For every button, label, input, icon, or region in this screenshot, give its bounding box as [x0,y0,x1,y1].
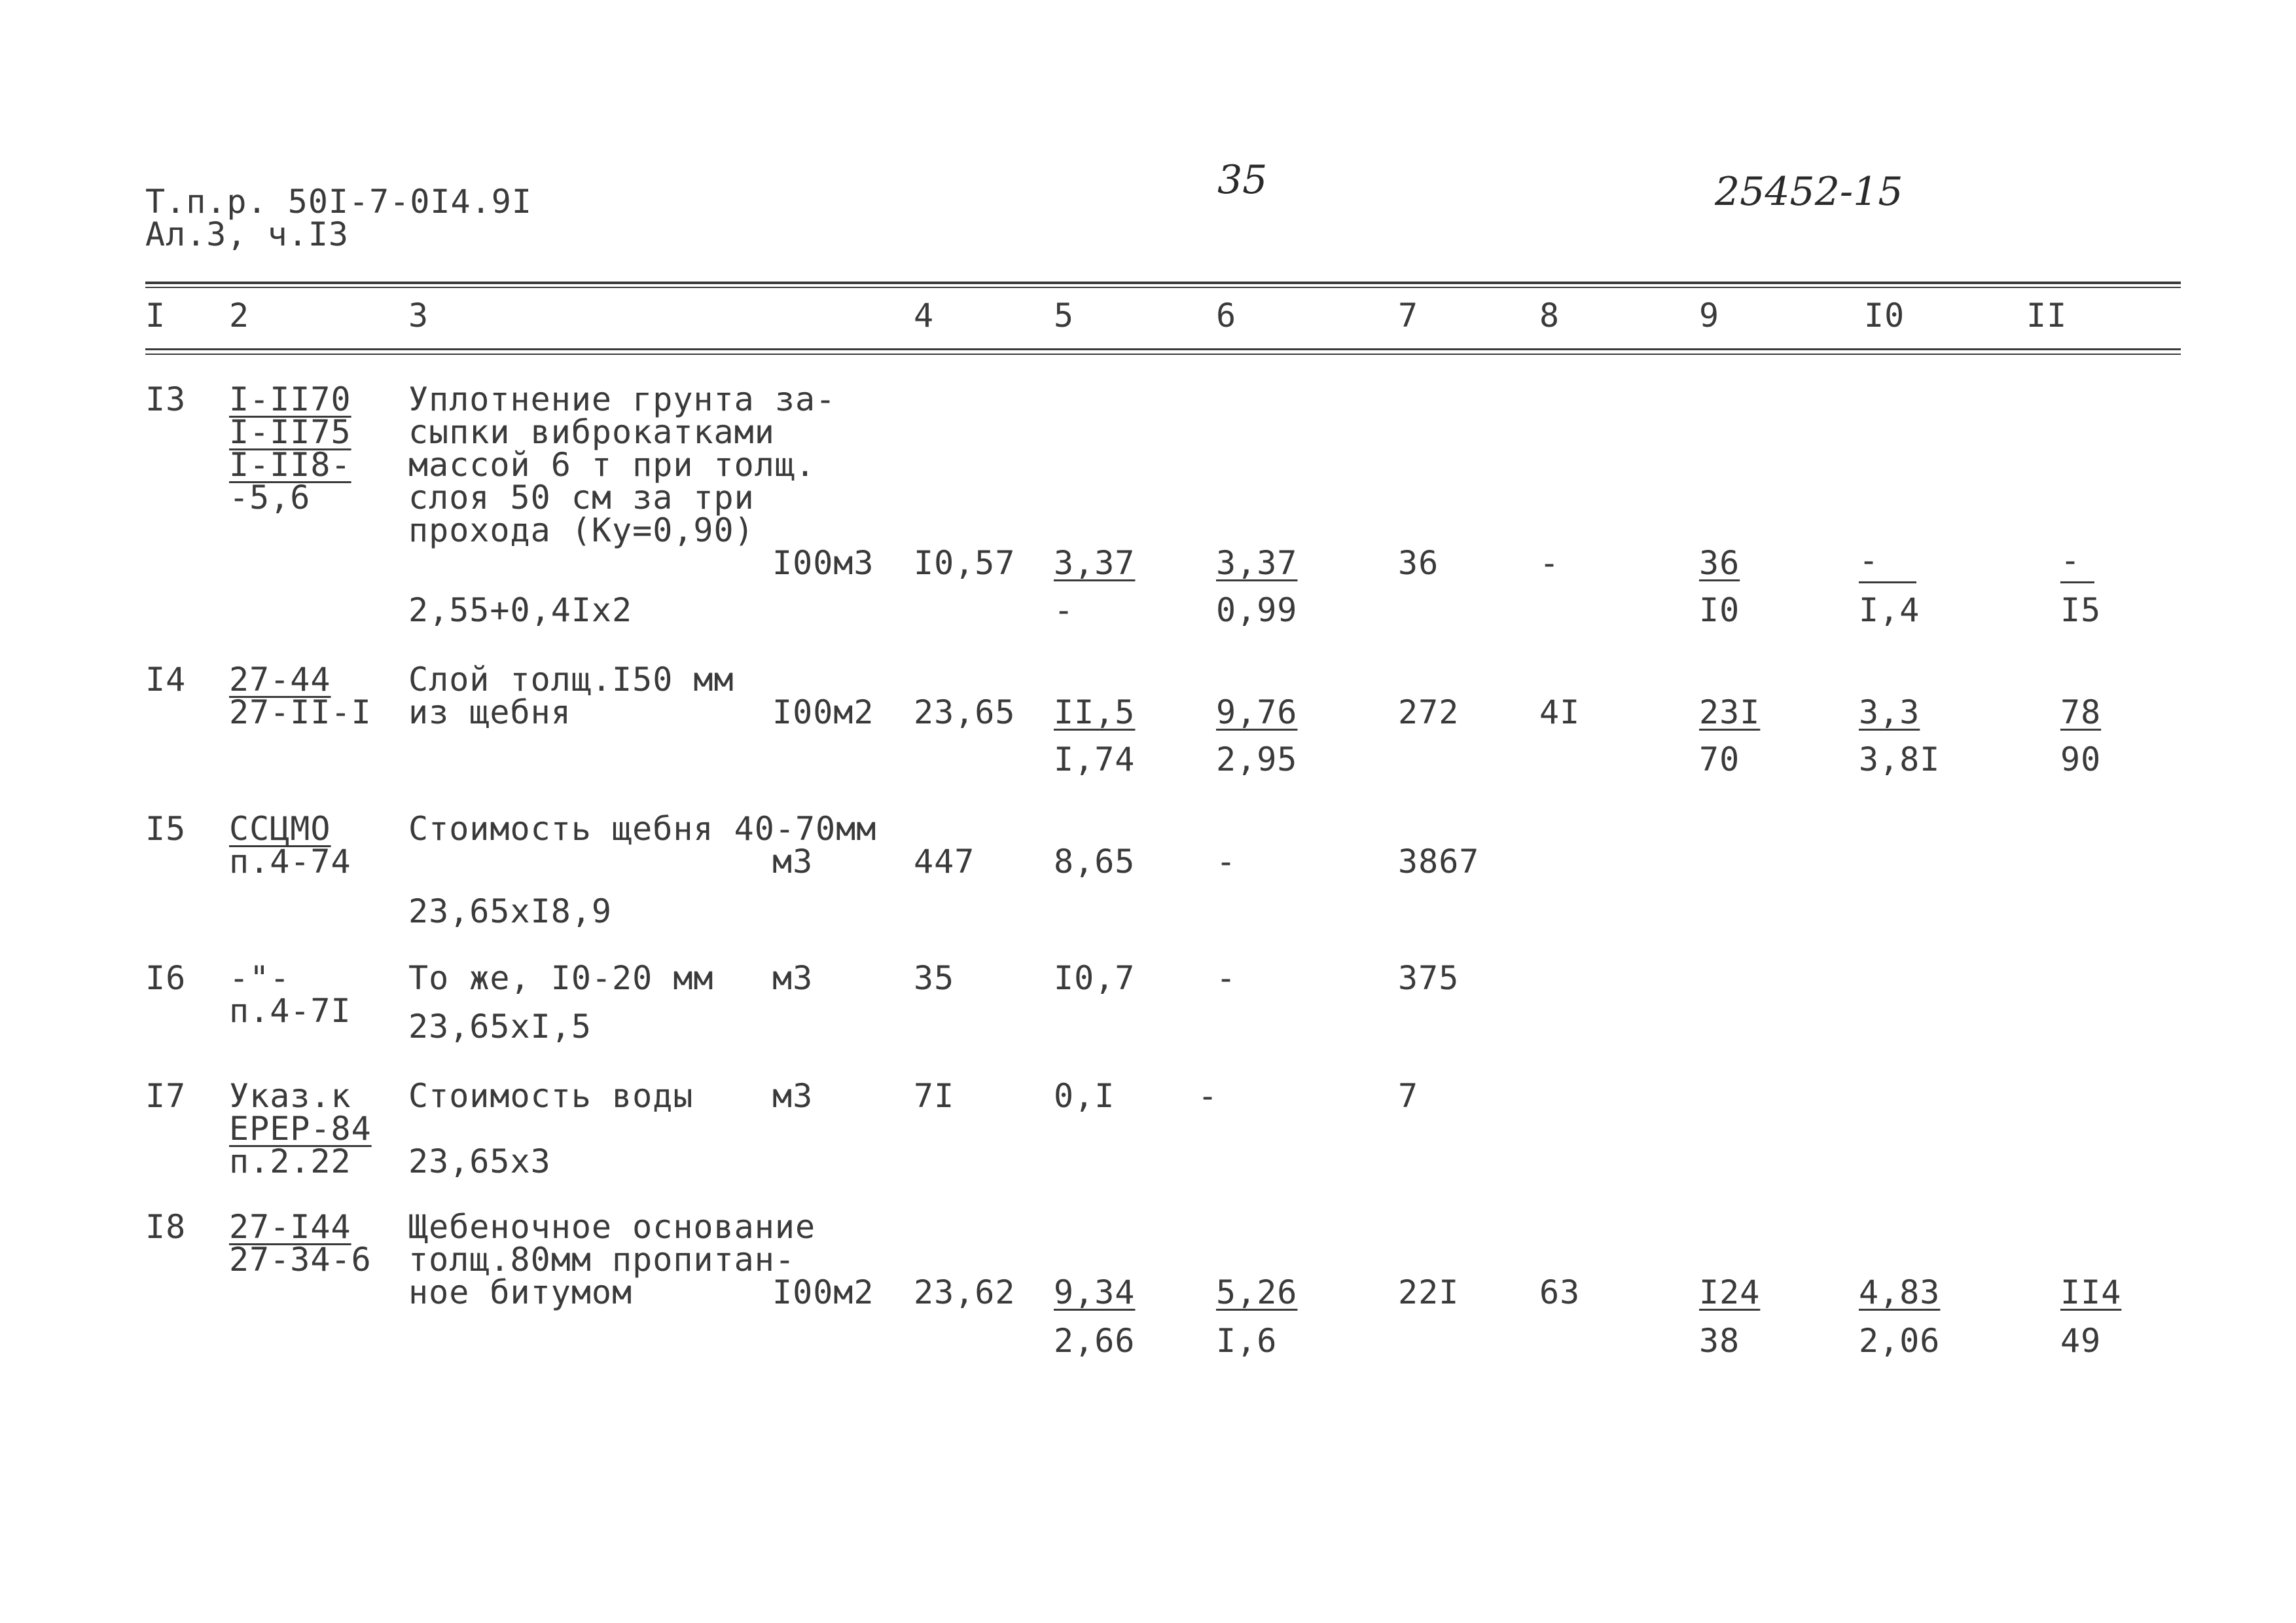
col5-sub-value: I,74 [1054,740,1136,778]
col-header-7: 7 [1398,297,1419,335]
rate-code: 27-I44 [229,1208,351,1246]
quantity: 23,65 [914,693,1016,731]
col-header-6: 6 [1216,297,1237,335]
row-number: I5 [145,810,187,848]
row-number: I4 [145,661,187,699]
table-top-rule [145,282,2181,284]
col9-sub-value: 70 [1699,740,1740,778]
quantity: 35 [914,959,955,997]
work-description: То же, I0-20 мм [408,959,714,997]
unit-cost-total: 9,34 [1054,1273,1136,1311]
quantity-calculation: 23,65х3 [408,1142,551,1180]
doc-section: Ал.3, ч.I3 [145,215,350,253]
rate-code: п.4-74 [229,843,351,881]
col9-value: 23I [1699,693,1761,731]
work-description: сыпки виброкатками [408,413,775,451]
total-cost: 272 [1398,693,1460,731]
quantity: 7I [914,1077,955,1115]
work-description: Стоимость воды [408,1077,694,1115]
col9-value: 36 [1699,544,1740,582]
total-cost: 375 [1398,959,1460,997]
col-header-4: 4 [914,297,935,335]
col-header-11: II [2026,297,2068,335]
unit-cost-total: II,5 [1054,693,1136,731]
col5-sub-value: - [1054,591,1075,629]
col10-value: 3,3 [1859,693,1920,731]
total-cost: 3867 [1398,843,1480,881]
work-description: слоя 50 см за три [408,479,755,517]
col8-value: - [1539,544,1560,582]
col9-value: I24 [1699,1273,1761,1311]
table-header-rule-thin [145,354,2181,355]
table-top-rule-thin [145,287,2181,288]
rate-code: ССЦМО [229,810,331,848]
unit-cost-machines: 3,37 [1216,544,1298,582]
col6-sub-value: 0,99 [1216,591,1298,629]
rate-code: 27-34-6 [229,1241,372,1279]
work-description: Уплотнение грунта за- [408,380,836,418]
col10-sub-value: 2,06 [1859,1322,1941,1360]
unit: I00м3 [772,544,874,582]
col-header-1: I [145,297,166,335]
work-description: прохода (Ку=0,90) [408,511,755,549]
work-description: толщ.80мм пропитан- [408,1241,795,1279]
row-number: I6 [145,959,187,997]
rate-code: п.4-7I [229,992,351,1030]
col9-sub-value: 38 [1699,1322,1740,1360]
row-number: I7 [145,1077,187,1115]
col8-value: 63 [1539,1273,1581,1311]
col-header-9: 9 [1699,297,1720,335]
doc-reference: Т.п.р. 50I-7-0I4.9I [145,183,532,221]
col10-sub-value: I,4 [1859,591,1920,629]
col-header-8: 8 [1539,297,1560,335]
rate-code: ЕРЕР-84 [229,1110,372,1148]
col11-sub-value: I5 [2060,591,2102,629]
col8-value: 4I [1539,693,1581,731]
rate-code: 27-44 [229,661,331,699]
row-number: I3 [145,380,187,418]
rate-code: -5,6 [229,479,311,517]
work-description: Стоимость щебня 40-70мм [408,810,877,848]
unit-cost-machines: - [1198,1077,1219,1115]
work-description: ное битумом [408,1273,633,1311]
col6-sub-value: 2,95 [1216,740,1298,778]
rate-code: 27-II-I [229,693,372,731]
unit-cost-total: 3,37 [1054,544,1136,582]
col11-value: - [2060,543,2094,583]
unit-cost-machines: - [1216,959,1237,997]
unit-cost-machines: - [1216,843,1237,881]
doc-code: 25452-15 [1715,169,1903,215]
col10-value: - [1859,543,1916,583]
unit-cost-machines: 9,76 [1216,693,1298,731]
page-number: 35 [1217,157,1268,203]
row-number: I8 [145,1208,187,1246]
quantity: 447 [914,843,975,881]
total-cost: 36 [1398,544,1439,582]
work-description: из щебня [408,693,571,731]
col6-sub-value: I,6 [1216,1322,1278,1360]
quantity-calculation: 2,55+0,4Iх2 [408,591,633,629]
quantity: 23,62 [914,1273,1016,1311]
col-header-2: 2 [229,297,250,335]
total-cost: 7 [1398,1077,1419,1115]
col-header-10: I0 [1864,297,1905,335]
work-description: массой 6 т при толщ. [408,446,816,484]
quantity: I0,57 [914,544,1016,582]
work-description: Щебеночное основание [408,1208,816,1246]
total-cost: 22I [1398,1273,1460,1311]
unit: м3 [772,1077,814,1115]
table-header-rule [145,348,2181,350]
work-description: Слой толщ.I50 мм [408,661,734,699]
col9-sub-value: I0 [1699,591,1740,629]
rate-code: I-II70 [229,380,351,418]
rate-code: п.2.22 [229,1142,351,1180]
unit-cost-total: 8,65 [1054,843,1136,881]
quantity-calculation: 23,65хI,5 [408,1008,592,1046]
rate-code: I-II8- [229,446,351,484]
unit-cost-machines: 5,26 [1216,1273,1298,1311]
unit: м3 [772,959,814,997]
col11-value: II4 [2060,1273,2122,1311]
unit: I00м2 [772,1273,874,1311]
col11-sub-value: 49 [2060,1322,2102,1360]
col10-sub-value: 3,8I [1859,740,1941,778]
col11-sub-value: 90 [2060,740,2102,778]
col10-value: 4,83 [1859,1273,1941,1311]
rate-code: -"- [229,959,291,997]
unit: I00м2 [772,693,874,731]
unit-cost-total: I0,7 [1054,959,1136,997]
quantity-calculation: 23,65хI8,9 [408,892,613,930]
unit-cost-total: 0,I [1054,1077,1115,1115]
col11-value: 78 [2060,693,2102,731]
rate-code: I-II75 [229,413,351,451]
rate-code: Указ.к [229,1077,351,1115]
col-header-5: 5 [1054,297,1075,335]
unit: м3 [772,843,814,881]
col5-sub-value: 2,66 [1054,1322,1136,1360]
col-header-3: 3 [408,297,429,335]
